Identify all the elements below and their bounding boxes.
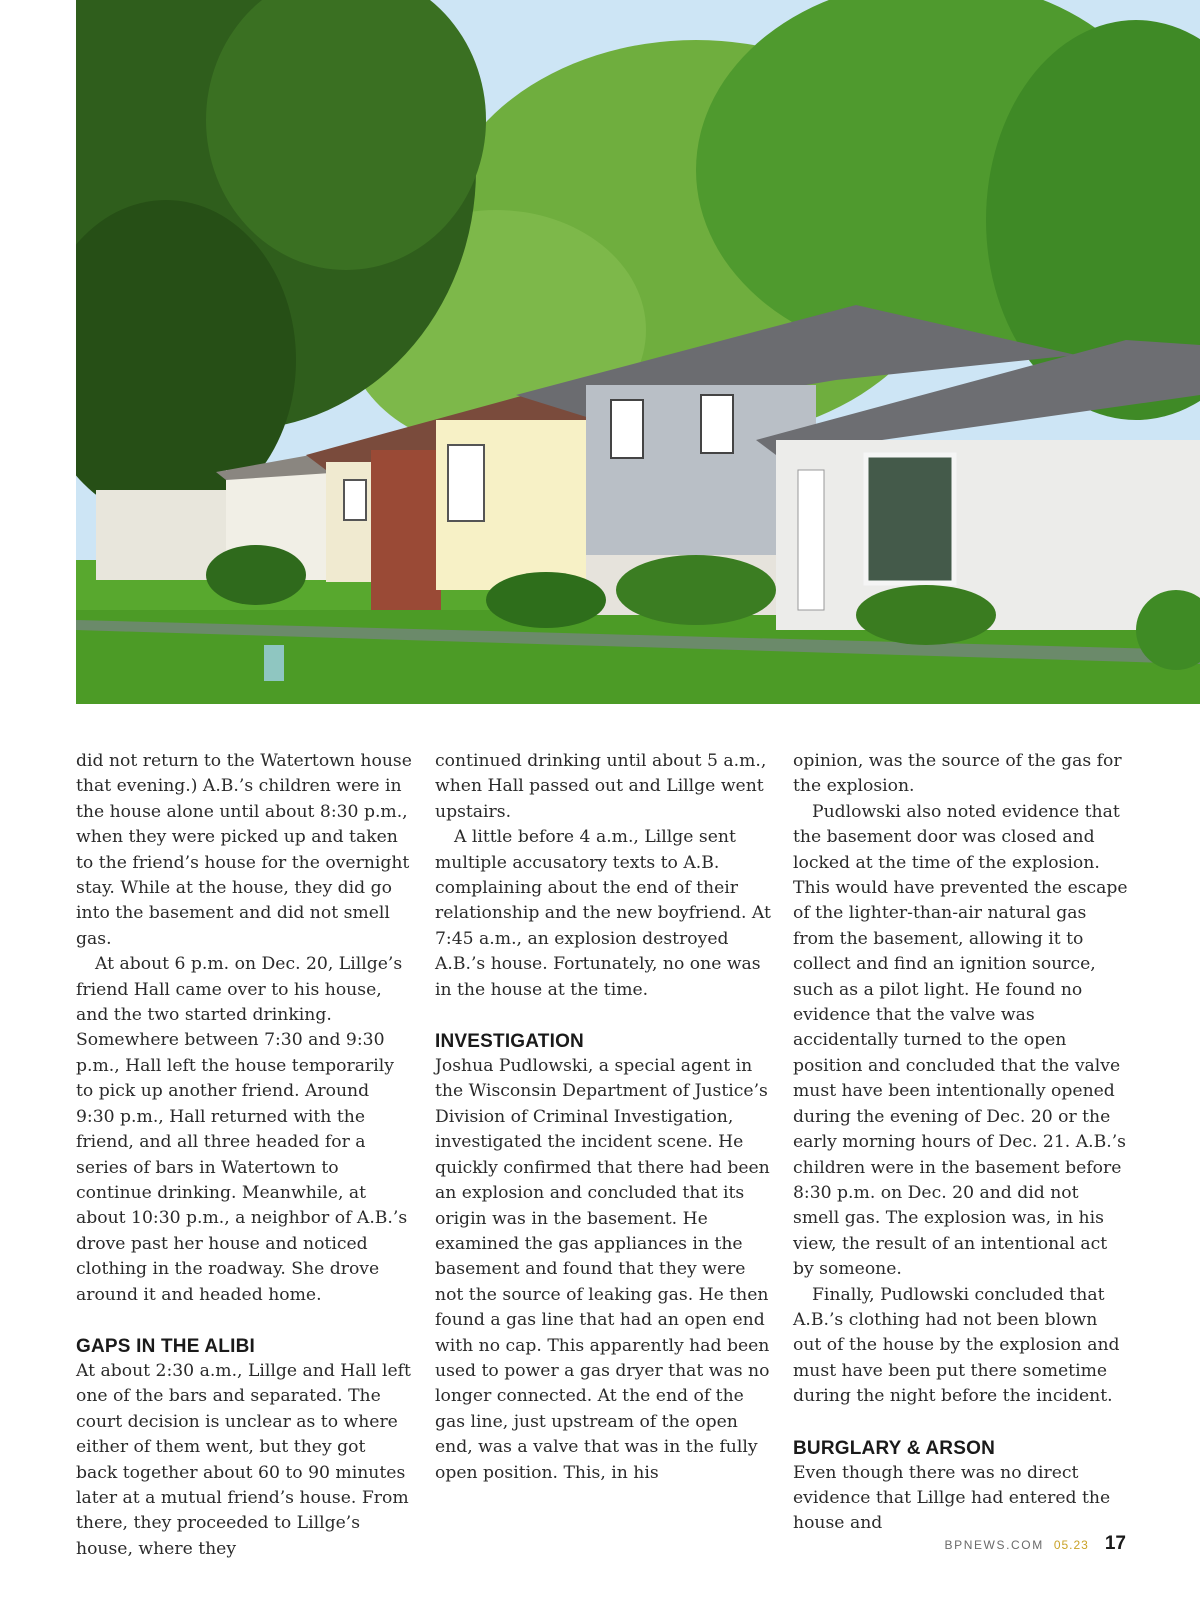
site-name: BPNEWS.COM bbox=[944, 1538, 1044, 1552]
paragraph: A little before 4 a.m., Lillge sent multiple accusatory texts to A.B. complaining about the end of their relationship and the new boyfriend. At 7:45 a.m., an explosion destroyed A.B.’s house. Fortunately, no one was in the house at the time. bbox=[435, 827, 771, 1000]
page-number: 17 bbox=[1104, 1533, 1126, 1554]
paragraph: Joshua Pudlowski, a special agent in the Wisconsin Department of Justice’s Division of Criminal Investigation, investigated the incident scene. He quickly confirmed that there had been an explosion and concluded that its origin was in the basement. He examined the gas appliances in the basement and found that they were not the source of leaking gas. He then found a gas line that had an open end with no cap. This apparently had been used to power a gas dryer that was no longer connected. At the end of the gas line, just upstream of the open end, was a valve that was in the fully open position. This, in his bbox=[435, 1056, 770, 1483]
paragraph: did not return to the Watertown house that evening.) A.B.’s children were in the house alone until about 8:30 p.m., when they were picked up and taken to the friend’s house for the overnight stay. While at the house, they did go into the basement and did not smell gas. bbox=[76, 751, 412, 949]
paragraph: At about 2:30 a.m., Lillge and Hall left one of the bars and separated. The court decision is unclear as to where either of them went, but they got back together about 60 to 90 minutes later at a mutual friend’s house. From there, they proceeded to Lillge’s house, where they bbox=[76, 1360, 411, 1559]
section-heading: INVESTIGATION bbox=[435, 1031, 584, 1053]
paragraph: Pudlowski also noted evidence that the basement door was closed and locked at the time of the explosion. This would have prevented the escape of the lighter-than-air natural gas from the basement, allowing it to collect and find an ignition source, such as a pilot light. He found no evidence that the valve was accidentally turned to the open position and concluded that the valve must have been intentionally opened during the evening of Dec. 20 or the early morning hours of Dec. 21. A.B.’s children were in the basement before 8:30 p.m. on Dec. 20 and did not smell gas. The explosion was, in his view, the result of an intentional act by someone. bbox=[793, 801, 1128, 1280]
paragraph: continued drinking until about 5 a.m., when Hall passed out and Lillge went upstairs. bbox=[435, 751, 767, 822]
paragraph: At about 6 p.m. on Dec. 20, Lillge’s friend Hall came over to his house, and the two started drinking. Somewhere between 7:30 and 9:30 p.m., Hall left the house temporarily to pick up another friend. Around 9:30 p.m., Hall returned with the friend, and all three headed for a series of bars in Watertown to continue drinking. Meanwhile, at about 10:30 p.m., a neighbor of A.B.’s drove past her house and noticed clothing in the roadway. She drove around it and headed home. bbox=[76, 954, 408, 1305]
article-column-1 bbox=[76, 749, 412, 1562]
section-heading: GAPS IN THE ALIBI bbox=[76, 1335, 255, 1357]
paragraph: Finally, Pudlowski concluded that A.B.’s clothing had not been blown out of the house by the explosion and must have been put there sometime during the night before the incident. bbox=[793, 1284, 1120, 1407]
suburban-houses-photo bbox=[76, 0, 1200, 704]
issue-date: 05.23 bbox=[1053, 1538, 1089, 1552]
paragraph: Even though there was no direct evidence that Lillge had entered the house and bbox=[793, 1462, 1111, 1534]
paragraph: opinion, was the source of the gas for the explosion. bbox=[793, 751, 1122, 797]
article-column-2 bbox=[435, 749, 771, 1486]
section-heading: BURGLARY & ARSON bbox=[793, 1437, 996, 1459]
page-folio bbox=[944, 1533, 1126, 1555]
article-column-3 bbox=[793, 749, 1129, 1537]
